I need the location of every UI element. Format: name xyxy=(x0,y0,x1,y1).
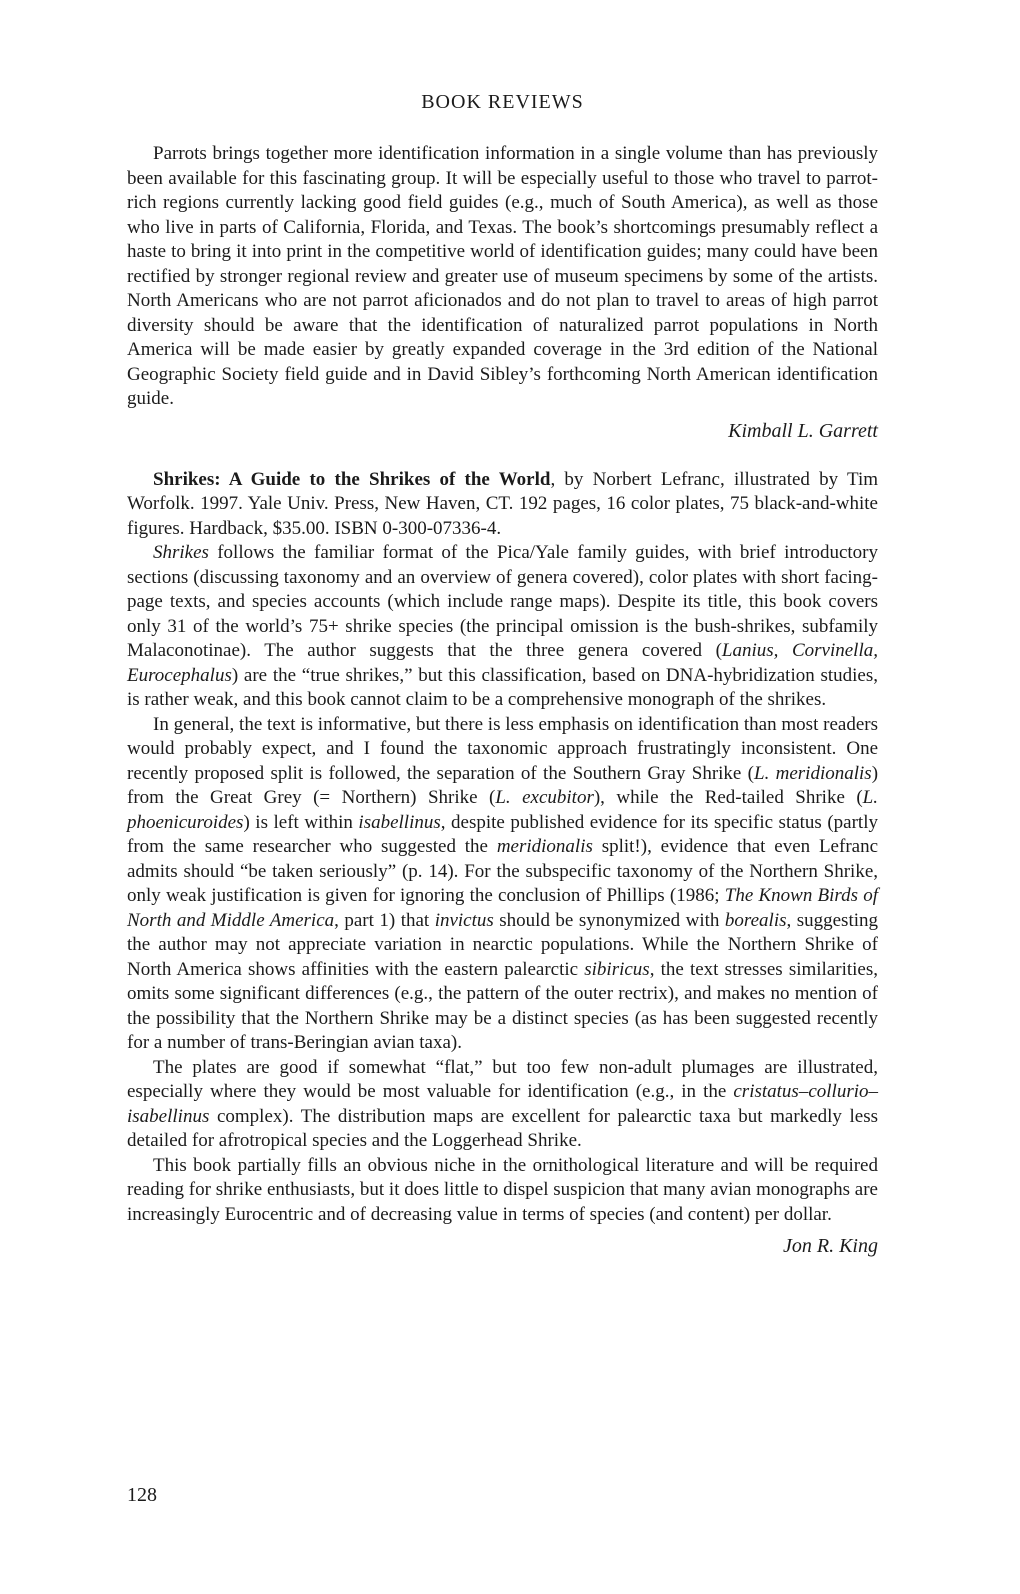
page-number: 128 xyxy=(127,1484,157,1506)
review-paragraph xyxy=(127,1056,878,1154)
body-text: The plates are good if somewhat “flat,” but too few non-adult plumages are illustrated, especially where they would be most valuable for identification (e.g., in the xyxy=(127,1056,878,1102)
body-text: , suggesting the author may not appreciate variation in nearctic populations. While the Northern Shrike of North America shows affinities with the eastern palearctic xyxy=(127,909,879,980)
body-text: This book partially fills an obvious niche in the ornithological literature and will be required reading for shrike enthusiasts, but it does little to dispel suspicion that many avian monographs are increasingly Eurocentric and of decreasing value in terms of species (and content) per dollar. xyxy=(127,1154,878,1225)
book-review xyxy=(127,142,878,444)
body-text: follows the familiar format of the Pica/Yale family guides, with brief introductory sections (discussing taxonomy and an overview of genera covered), color plates with short facing-page texts, and species accounts (which include range maps). Despite its title, this book covers only 31 of the world’s 75+ shrike species (the principal omission is the bush-shrikes, subfamily Malaconotinae). The author suggests that the three genera covered ( xyxy=(127,542,878,661)
reviews-container xyxy=(127,142,878,1259)
italic-text: borealis xyxy=(724,909,787,931)
review-paragraph xyxy=(127,1154,878,1228)
italic-text: cristatus–collurio–isabellinus xyxy=(127,1081,878,1127)
italic-text: The Known Birds of North and Middle America xyxy=(127,885,879,931)
italic-text: Lanius, Corvinella, Eurocephalus xyxy=(127,640,878,686)
reviewer-byline: Kimball L. Garrett xyxy=(728,419,878,442)
reviewer-byline: Jon R. King xyxy=(783,1235,878,1257)
body-text: , the text stresses similarities, omits some significant differences (e.g., the pattern of the outer rectrix), and makes no mention of the possibility that the Northern Shrike may be a distinct species (as has been suggested recently for a number of trans-Beringian avian taxa). xyxy=(127,958,879,1053)
body-text: split!), evidence that even Lefranc admits should “be taken seriously” (p. 14). For the subspecific taxonomy of the Northern Shrike, only weak justification is given for ignoring the conclusion of Phillips (1986; xyxy=(127,836,879,906)
body-text: Parrots brings together more identification information in a single volume than has previously been available for this fascinating group. It will be especially useful to those who travel to parrot-rich regions currently lacking good field guides (e.g., much of South America), as well as those who live in parts of California, Florida, and Texas. The book’s shortcomings presumably reflect a haste to bring it into print in the competitive world of identification guides; many could have been rectified by stronger regional review and greater use of museum specimens by some of the artists. North Americans who are not parrot aficionados and do not plan to travel to areas of high parrot diversity should be aware that the identification of naturalized parrot populations in North America will be made easier by greatly expanded coverage in the 3rd edition of the National Geographic Society field guide and in David Sibley’s forthcoming North American identification guide. xyxy=(127,143,878,409)
body-text: , part 1) that xyxy=(334,909,435,931)
review-paragraph xyxy=(127,713,878,1056)
book-review xyxy=(127,468,878,1260)
italic-text: L. excubitor xyxy=(495,787,594,808)
italic-text: isabellinus xyxy=(358,811,441,833)
italic-text: Shrikes xyxy=(153,542,209,563)
italic-text: L. phoenicuroides xyxy=(127,787,878,833)
italic-text: meridionalis xyxy=(496,836,593,857)
body-text: In general, the text is informative, but there is less emphasis on identification than most readers would probably expect, and I found the taxonomic approach frustratingly inconsistent. One recently proposed split is followed, the separation of the Southern Gray Shrike ( xyxy=(127,713,878,784)
body-text: , by Norbert Lefranc, illustrated by Tim Worfolk. 1997. Yale Univ. Press, New Haven, CT. 192 pages, 16 color plates, 75 black-and-white figures. Hardback, $35.00. ISBN 0-300-07336-4. xyxy=(127,468,878,539)
body-text: should be synonymized with xyxy=(493,909,725,931)
book-title-bold: Shrikes: A Guide to the Shrikes of the World xyxy=(153,468,551,490)
italic-text: sibiricus xyxy=(584,958,650,980)
review-paragraph xyxy=(127,142,878,412)
body-text: , despite published evidence for its specific status (partly from the same researcher who suggested the xyxy=(127,811,878,857)
body-text: complex). The distribution maps are excellent for palearctic taxa but markedly less detailed for afrotropical species and the Loggerhead Shrike. xyxy=(127,1105,878,1151)
italic-text: invictus xyxy=(434,909,494,931)
body-text: ) is left within xyxy=(243,811,359,833)
body-text: ) are the “true shrikes,” but this classification, based on DNA-hybridization studies, is rather weak, and this book cannot claim to be a comprehensive monograph of the shrikes. xyxy=(127,664,878,710)
review-paragraph xyxy=(127,541,878,713)
page-title: BOOK REVIEWS xyxy=(421,91,584,113)
body-text: ) from the Great Grey (= Northern) Shrike ( xyxy=(127,762,879,808)
italic-text: L. meridionalis xyxy=(754,762,872,784)
body-text: ), while the Red-tailed Shrike ( xyxy=(593,787,863,808)
review-paragraph xyxy=(127,468,878,542)
